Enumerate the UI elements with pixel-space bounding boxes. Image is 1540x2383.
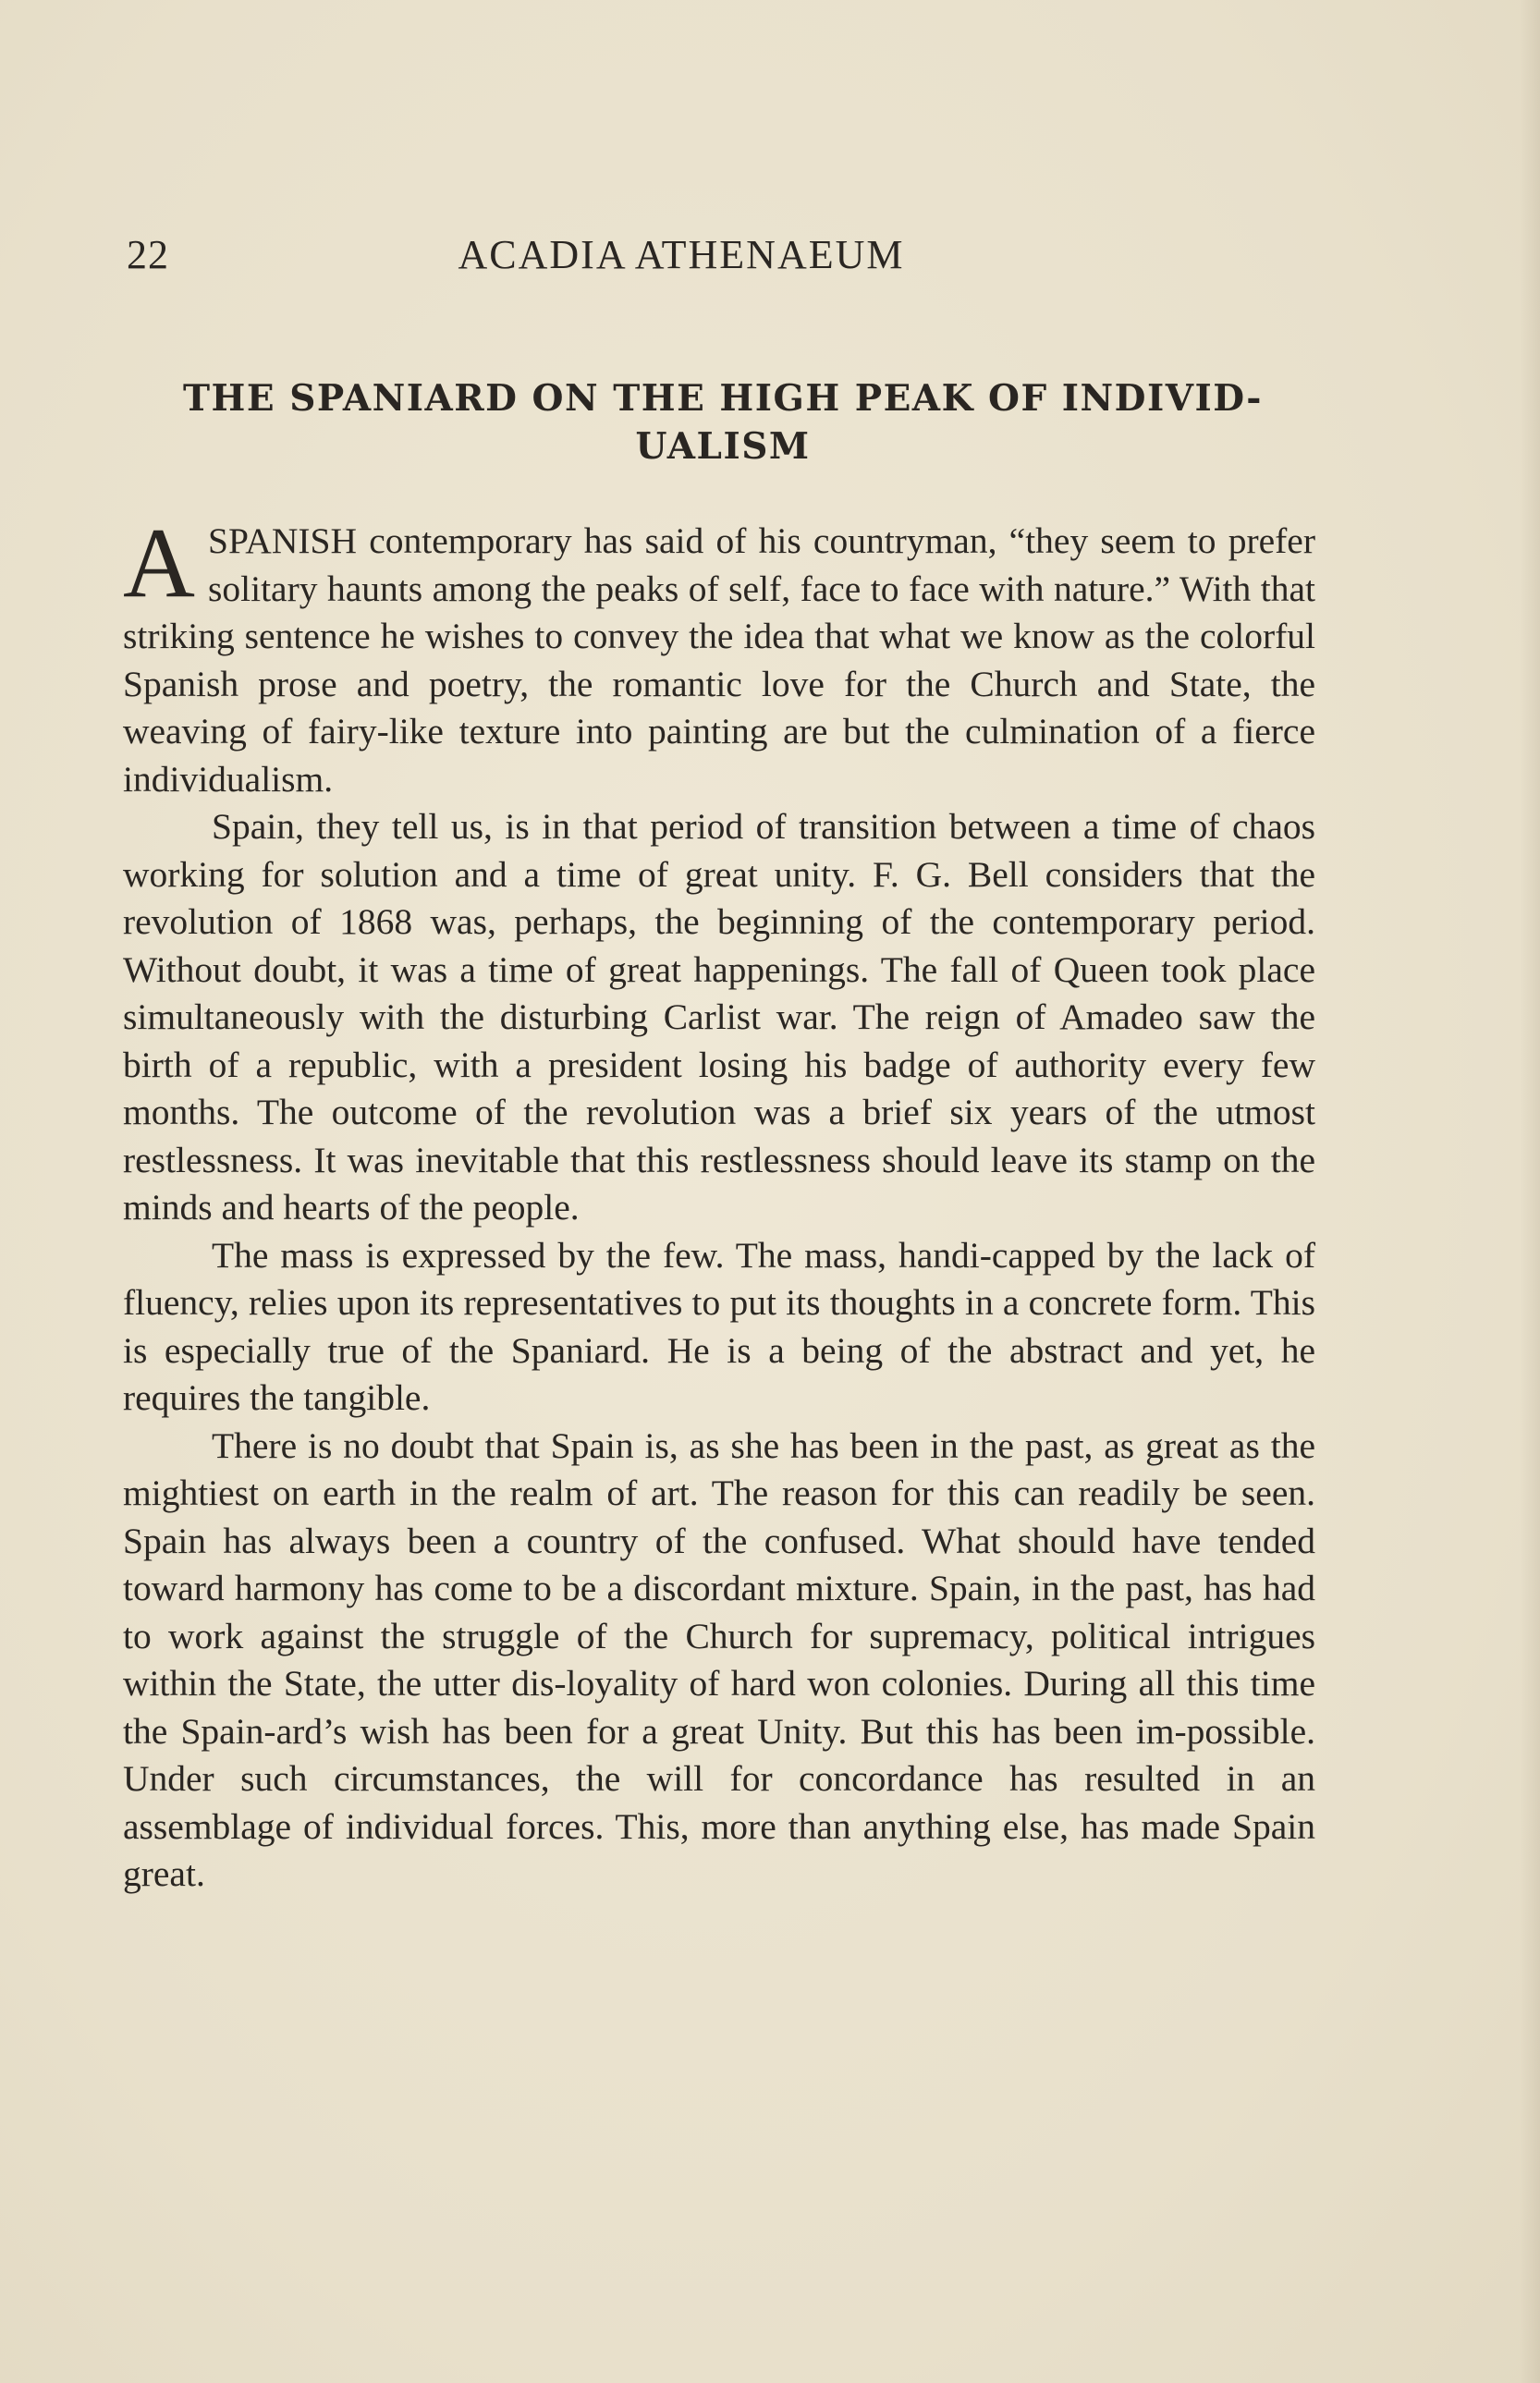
running-head (127, 231, 1310, 283)
paragraph-2: Spain, they tell us, is in that period of transition between a time of chaos working for solution and a time of great unity. F. G. Bell considers that the revolution of 1868 was, perhaps, the beginning of the contemporary period. Without doubt, it was a time of great happenings. The fall of Queen took place simultaneously with the disturbing Carlist war. The reign of Amadeo saw the birth of a republic, with a president losing his badge of authority every few months. The outcome of the revolution was a brief six years of the utmost restlessness. It was inevitable that this restlessness should leave its stamp on the minds and hearts of the people. (123, 806, 1315, 1228)
journal-title: ACADIA ATHENAEUM (458, 232, 905, 277)
page-number: 22 (127, 232, 169, 277)
paragraph-3: The mass is expressed by the few. The mass, handi-capped by the lack of fluency, relies upon its representatives to put its thoughts in a concrete form. This is especially true of the Spaniard. He is a being of the abstract and yet, he requires the tangible. (123, 1234, 1315, 1418)
page-edge-shadow (1520, 0, 1540, 2383)
drop-cap: A (123, 508, 195, 618)
paragraph-1 (123, 508, 1315, 803)
article-title: THE SPANIARD ON THE HIGH PEAK OF INDIVID-UALISM (183, 377, 1263, 468)
paragraph-1-text: SPANISH contemporary has said of his countryman, “they seem to prefer solitary haunts among the peaks of self, face to face with nature.” With that striking sentence he wishes to convey the idea that what we know as the colorful Spanish prose and poetry, the romantic love for the Church and State, the weaving of fairy-like texture into painting are but the culmination of a fierce individualism. (123, 520, 1315, 800)
article-body (123, 508, 1315, 1899)
paragraph-4: There is no doubt that Spain is, as she has been in the past, as great as the mightiest on earth in the realm of art. The reason for this can readily be seen. Spain has always been a country of the confused. What should have tended toward harmony has come to be a discordant mixture. Spain, in the past, has had to work against the struggle of the Church for supremacy, political intrigues within the State, the utter dis-loyality of hard won colonies. During all this time the Spain-ard’s wish has been for a great Unity. But this has been im-possible. Under such circumstances, the will for concordance has resulted in an assemblage of individual forces. This, more than anything else, has made Spain great. (123, 1424, 1315, 1894)
